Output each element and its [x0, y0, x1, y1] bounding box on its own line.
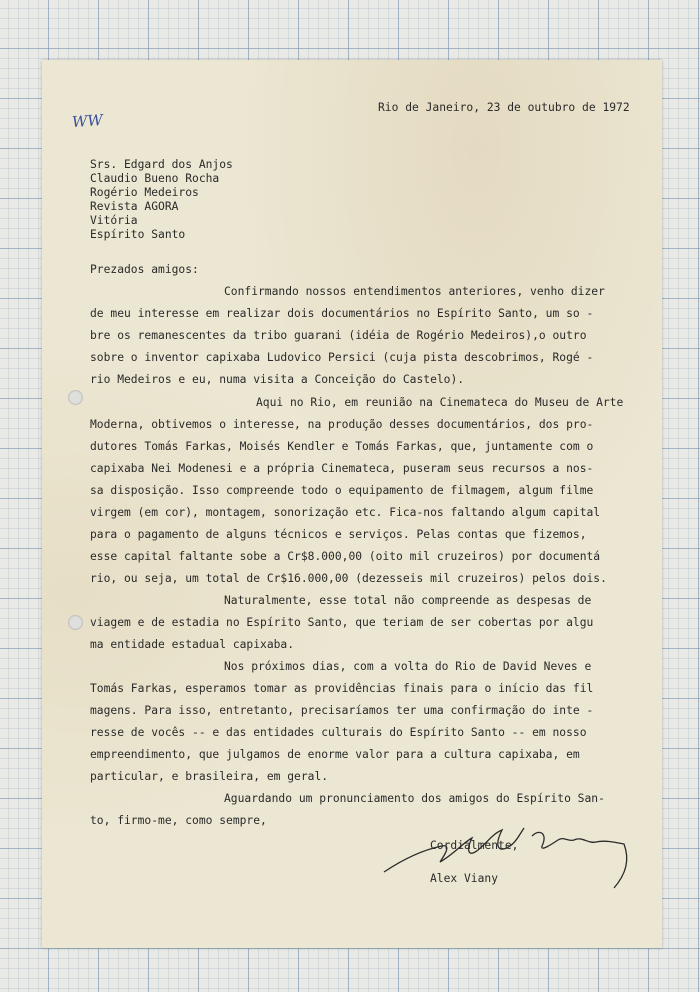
punch-hole [68, 390, 83, 405]
address-line: Vitória [90, 214, 138, 227]
body-line: sa disposição. Isso compreende todo o equipamento de filmagem, algum filme [90, 484, 594, 497]
address-line: Rogério Medeiros [90, 186, 199, 199]
body-line: empreendimento, que julgamos de enorme valor para a cultura capixaba, em [90, 748, 580, 761]
salutation: Prezados amigos: [90, 263, 199, 276]
body-line: particular, e brasileira, em geral. [90, 770, 329, 783]
body-line: esse capital faltante sobe a Cr$8.000,00 (oito mil cruzeiros) por documentá [90, 550, 601, 563]
body-line: resse de vocês -- e das entidades culturais do Espírito Santo -- em nosso [90, 726, 587, 739]
body-line: capixaba Nei Modenesi e a própria Cinemateca, puseram seus recursos a nos- [90, 462, 594, 475]
body-line: Confirmando nossos entendimentos anteriores, venho dizer [224, 285, 605, 298]
body-line: Nos próximos dias, com a volta do Rio de David Neves e [224, 660, 592, 673]
body-line: de meu interesse em realizar dois documentários no Espírito Santo, um so - [90, 307, 594, 320]
body-line: para o pagamento de alguns técnicos e serviços. Pelas contas que fizemos, [90, 528, 587, 541]
body-line: Tomás Farkas, esperamos tomar as providências finais para o início das fil [90, 682, 594, 695]
body-line: rio, ou seja, um total de Cr$16.000,00 (dezesseis mil cruzeiros) pelos dois. [90, 572, 607, 585]
body-line: Aqui no Rio, em reunião na Cinemateca do Museu de Arte [256, 396, 624, 409]
address-line: Revista AGORA [90, 200, 179, 213]
body-line: ma entidade estadual capixaba. [90, 638, 295, 651]
body-line: bre os remanescentes da tribo guarani (idéia de Rogério Medeiros),o outro [90, 329, 587, 342]
body-line: virgem (em cor), montagem, sonorização etc. Fica-nos faltando algum capital [90, 506, 601, 519]
body-line: rio Medeiros e eu, numa visita a Conceição do Castelo). [90, 373, 465, 386]
address-line: Srs. Edgard dos Anjos [90, 158, 233, 171]
body-line: magens. Para isso, entretanto, precisaríamos ter uma confirmação do inte - [90, 704, 594, 717]
address-line: Claudio Bueno Rocha [90, 172, 220, 185]
body-line: dutores Tomás Farkas, Moisés Kendler e Tomás Farkas, que, juntamente com o [90, 440, 594, 453]
signer-name: Alex Viany [430, 872, 499, 885]
body-line: viagem e de estadia no Espírito Santo, que teriam de ser cobertas por algu [90, 616, 594, 629]
address-line: Espírito Santo [90, 228, 186, 241]
body-line: Aguardando um pronunciamento dos amigos do Espírito San- [224, 792, 605, 805]
body-line: Moderna, obtivemos o interesse, na produção desses documentários, dos pro- [90, 418, 594, 431]
body-line: to, firmo-me, como sempre, [90, 814, 267, 827]
closing: Cordialmente, [430, 839, 519, 852]
punch-hole [68, 615, 83, 630]
handwritten-initials: WW [71, 110, 104, 132]
body-line: Naturalmente, esse total não compreende as despesas de [224, 594, 592, 607]
letter-date: Rio de Janeiro, 23 de outubro de 1972 [378, 101, 630, 114]
handwritten-signature [382, 820, 642, 890]
body-line: sobre o inventor capixaba Ludovico Persici (cuja pista descobrimos, Rogé - [90, 351, 594, 364]
